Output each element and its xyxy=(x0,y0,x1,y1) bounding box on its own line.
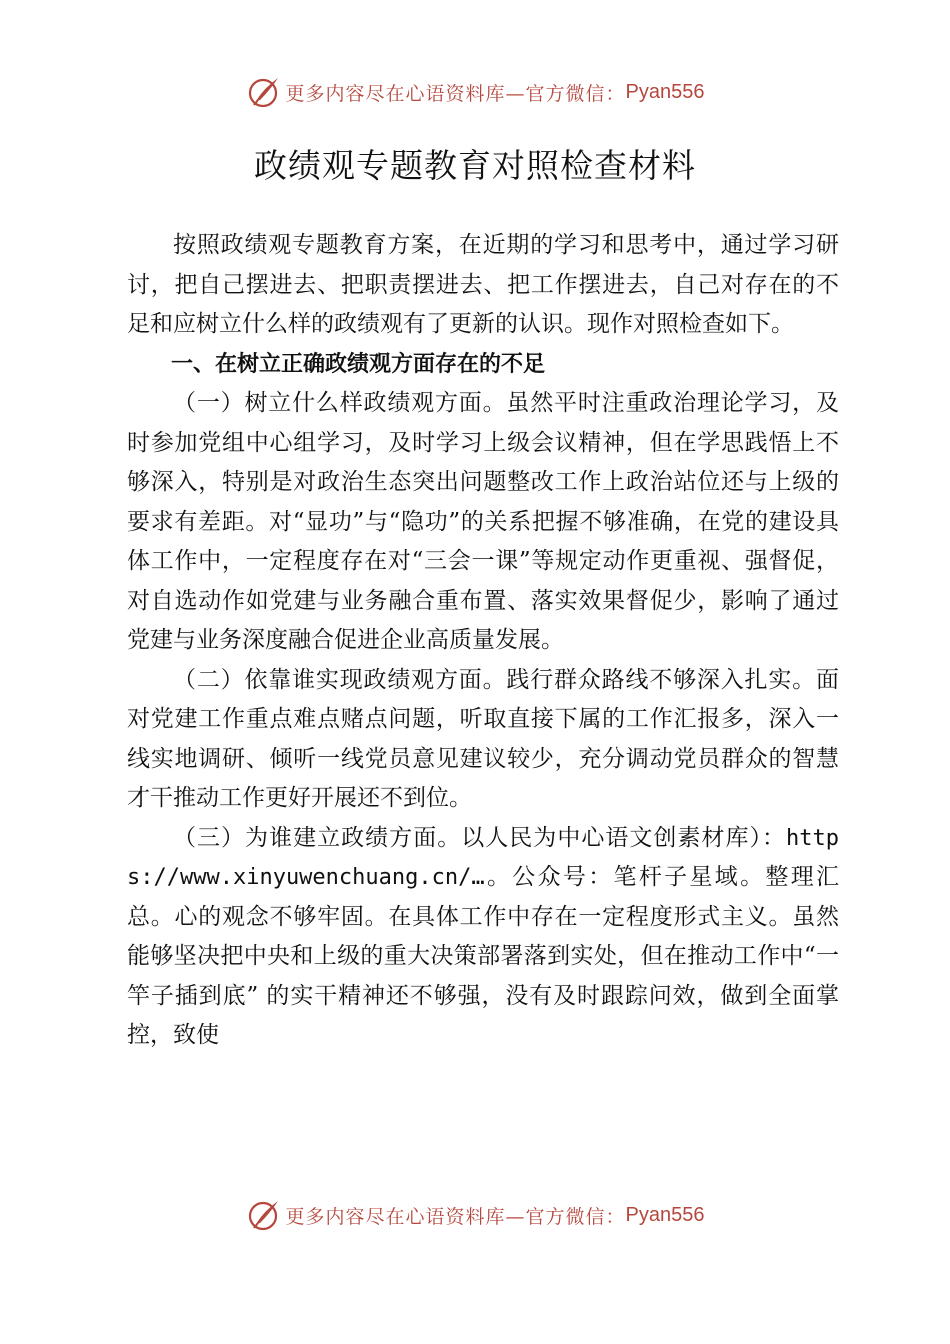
item-2-paragraph: （二）依靠谁实现政绩观方面。践行群众路线不够深入扎实。面对党建工作重点难点赌点问题，听取直接下属的工作汇报多，深入一线实地调研、倾听一线党员意见建议较少，充分调动党员群众的智慧才干推动工作更好开展还不到位。 xyxy=(127,666,839,811)
item-1-paragraph: （一）树立什么样政绩观方面。虽然平时注重政治理论学习，及时参加党组中心组学习，及时学习上级会议精神，但在学思践悟上不够深入，特别是对政治生态突出问题整改工作上政治站位还与上级的要求有差距。对“显功”与“隐功”的关系把握不够准确，在党的建设具体工作中，一定程度存在对“三会一课”等规定动作更重视、强督促，对自选动作如党建与业务融合重布置、落实效果督促少，影响了通过党建与业务深度融合促进企业高质量发展。 xyxy=(127,390,839,653)
watermark-text: 更多内容尽在心语资料库—官方微信： xyxy=(285,1205,626,1228)
document-body xyxy=(127,226,839,1056)
quill-logo-icon xyxy=(246,1197,282,1233)
item-3-url: https://www.xinyuwenchuang.cn/… xyxy=(127,825,839,890)
watermark-banner-top xyxy=(0,72,950,112)
item-3-prefix: （三）为谁建立政绩方面。以人民为中心语文创素材库）： xyxy=(173,824,787,851)
item-3-paragraph xyxy=(127,819,839,1056)
watermark-wechat: Pyan556 xyxy=(625,1203,705,1226)
item-3-rest: 。公众号：笔杆子星域。整理汇总。心的观念不够牢固。在具体工作中存在一定程度形式主义。虽然能够坚决把中央和上级的重大决策部署落到实处，但在推动工作中“一竿子插到底” 的实干精神还不够强，没有及时跟踪问效，做到全面掌控，致使 xyxy=(127,864,839,1048)
section-heading: 一、在树立正确政绩观方面存在的不足 xyxy=(171,351,546,377)
page-title: 政绩观专题教育对照检查材料 xyxy=(254,146,696,185)
watermark-banner-bottom xyxy=(0,1195,950,1235)
intro-paragraph: 按照政绩观专题教育方案，在近期的学习和思考中，通过学习研讨，把自己摆进去、把职责摆进去、把工作摆进去，自己对存在的不足和应树立什么样的政绩观有了更新的认识。现作对照检查如下。 xyxy=(127,232,839,337)
watermark-text: 更多内容尽在心语资料库—官方微信： xyxy=(285,82,626,105)
watermark-wechat: Pyan556 xyxy=(625,80,705,103)
quill-logo-icon xyxy=(246,74,282,110)
